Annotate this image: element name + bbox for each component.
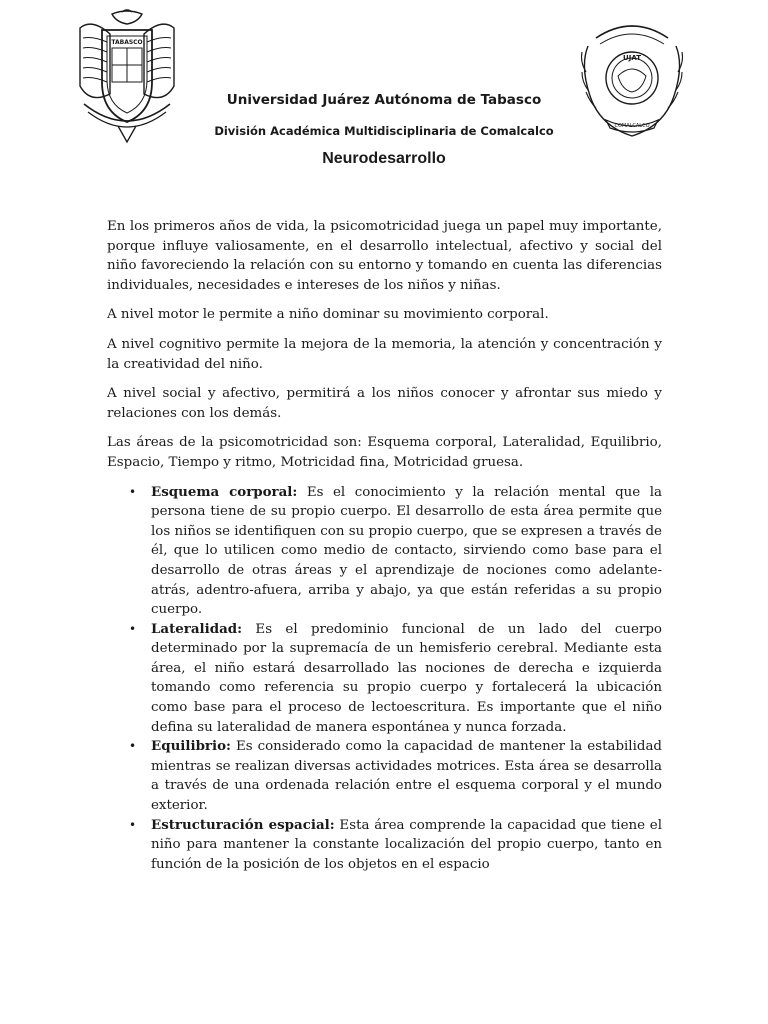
area-description: Es el conocimiento y la relación mental que la persona tiene de su propio cuerpo. El desarrollo de esta área permite que los niños se identifiquen con su propio cuerpo, que se expresen a través de él, que lo utilicen como medio de contacto, sirviendo como base para el desarrollo de otras áreas y el aprendizaje de nociones como adelante-atrás, adentro-afuera, arriba y abajo, ya que están referidas a su propio cuerpo. (151, 484, 662, 618)
area-description: Esta área comprende la capacidad que tiene el niño para mantener la constante localización del propio cuerpo, tanto en función de la posición de los objetos en el espacio (151, 817, 663, 872)
bullet-icon: • (129, 621, 137, 636)
bullet-icon: • (129, 817, 137, 832)
paragraph: A nivel motor le permite a niño dominar su movimiento corporal. (107, 307, 549, 323)
bullet-icon: • (129, 739, 137, 754)
list-item (107, 816, 662, 875)
area-description: Es el predominio funcional de un lado del cuerpo determinado por la supremacía de un hemisferio cerebral. Mediante esta área, el niño estará desarrollado las nociones de derecha e izquierda tomando como referencia su propio cuerpo y fortalecerá la ubicación como base para el proceso de lectoescritura. Es importante que el niño defina su lateralidad de manera espontánea y nunca forzada. (151, 621, 662, 735)
paragraph: A nivel cognitivo permite la mejora de la memoria, la atención y concentración y la creatividad del niño. (107, 336, 662, 372)
psychomotor-areas-list (107, 483, 662, 875)
paragraph: Las áreas de la psicomotricidad son: Esquema corporal, Lateralidad, Equilibrio, Espacio, Tiempo y ritmo, Motricidad fina, Motricidad gruesa. (107, 435, 662, 470)
paragraph: A nivel social y afectivo, permitirá a los niños conocer y afrontar sus miedo y relaciones con los demás. (107, 386, 662, 421)
document-title: Neurodesarrollo (322, 150, 446, 167)
list-item (107, 737, 662, 815)
paragraph: En los primeros años de vida, la psicomotricidad juega un papel muy importante, porque influye valiosamente, en el desarrollo intelectual, afectivo y social del niño favoreciendo la relación con su entorno y tomando en cuenta las diferencias individuales, necesidades e intereses de los niños y niñas. (107, 219, 662, 293)
bullet-icon: • (129, 484, 137, 499)
list-item (107, 620, 662, 738)
list-item (107, 483, 662, 620)
area-term: Estructuración espacial: (151, 816, 335, 833)
svg-text:TABASCO: TABASCO (111, 39, 143, 46)
document-body (107, 217, 662, 874)
area-term: Lateralidad: (151, 620, 243, 637)
svg-text:COMALCALCO: COMALCALCO (614, 123, 650, 129)
university-name: Universidad Juárez Autónoma de Tabasco (226, 92, 542, 108)
division-name: División Académica Multidisciplinaria de Comalcalco (214, 124, 554, 138)
area-term: Equilibrio: (151, 738, 231, 755)
svg-text:UJAT: UJAT (623, 54, 641, 62)
area-description: Es considerado como la capacidad de mantener la estabilidad mientras se realizan diversas actividades motrices. Esta área se desarrolla a través de una ordenada relación entre el esquema corporal y el mundo exterior. (151, 739, 662, 814)
area-term: Esquema corporal: (151, 483, 298, 500)
